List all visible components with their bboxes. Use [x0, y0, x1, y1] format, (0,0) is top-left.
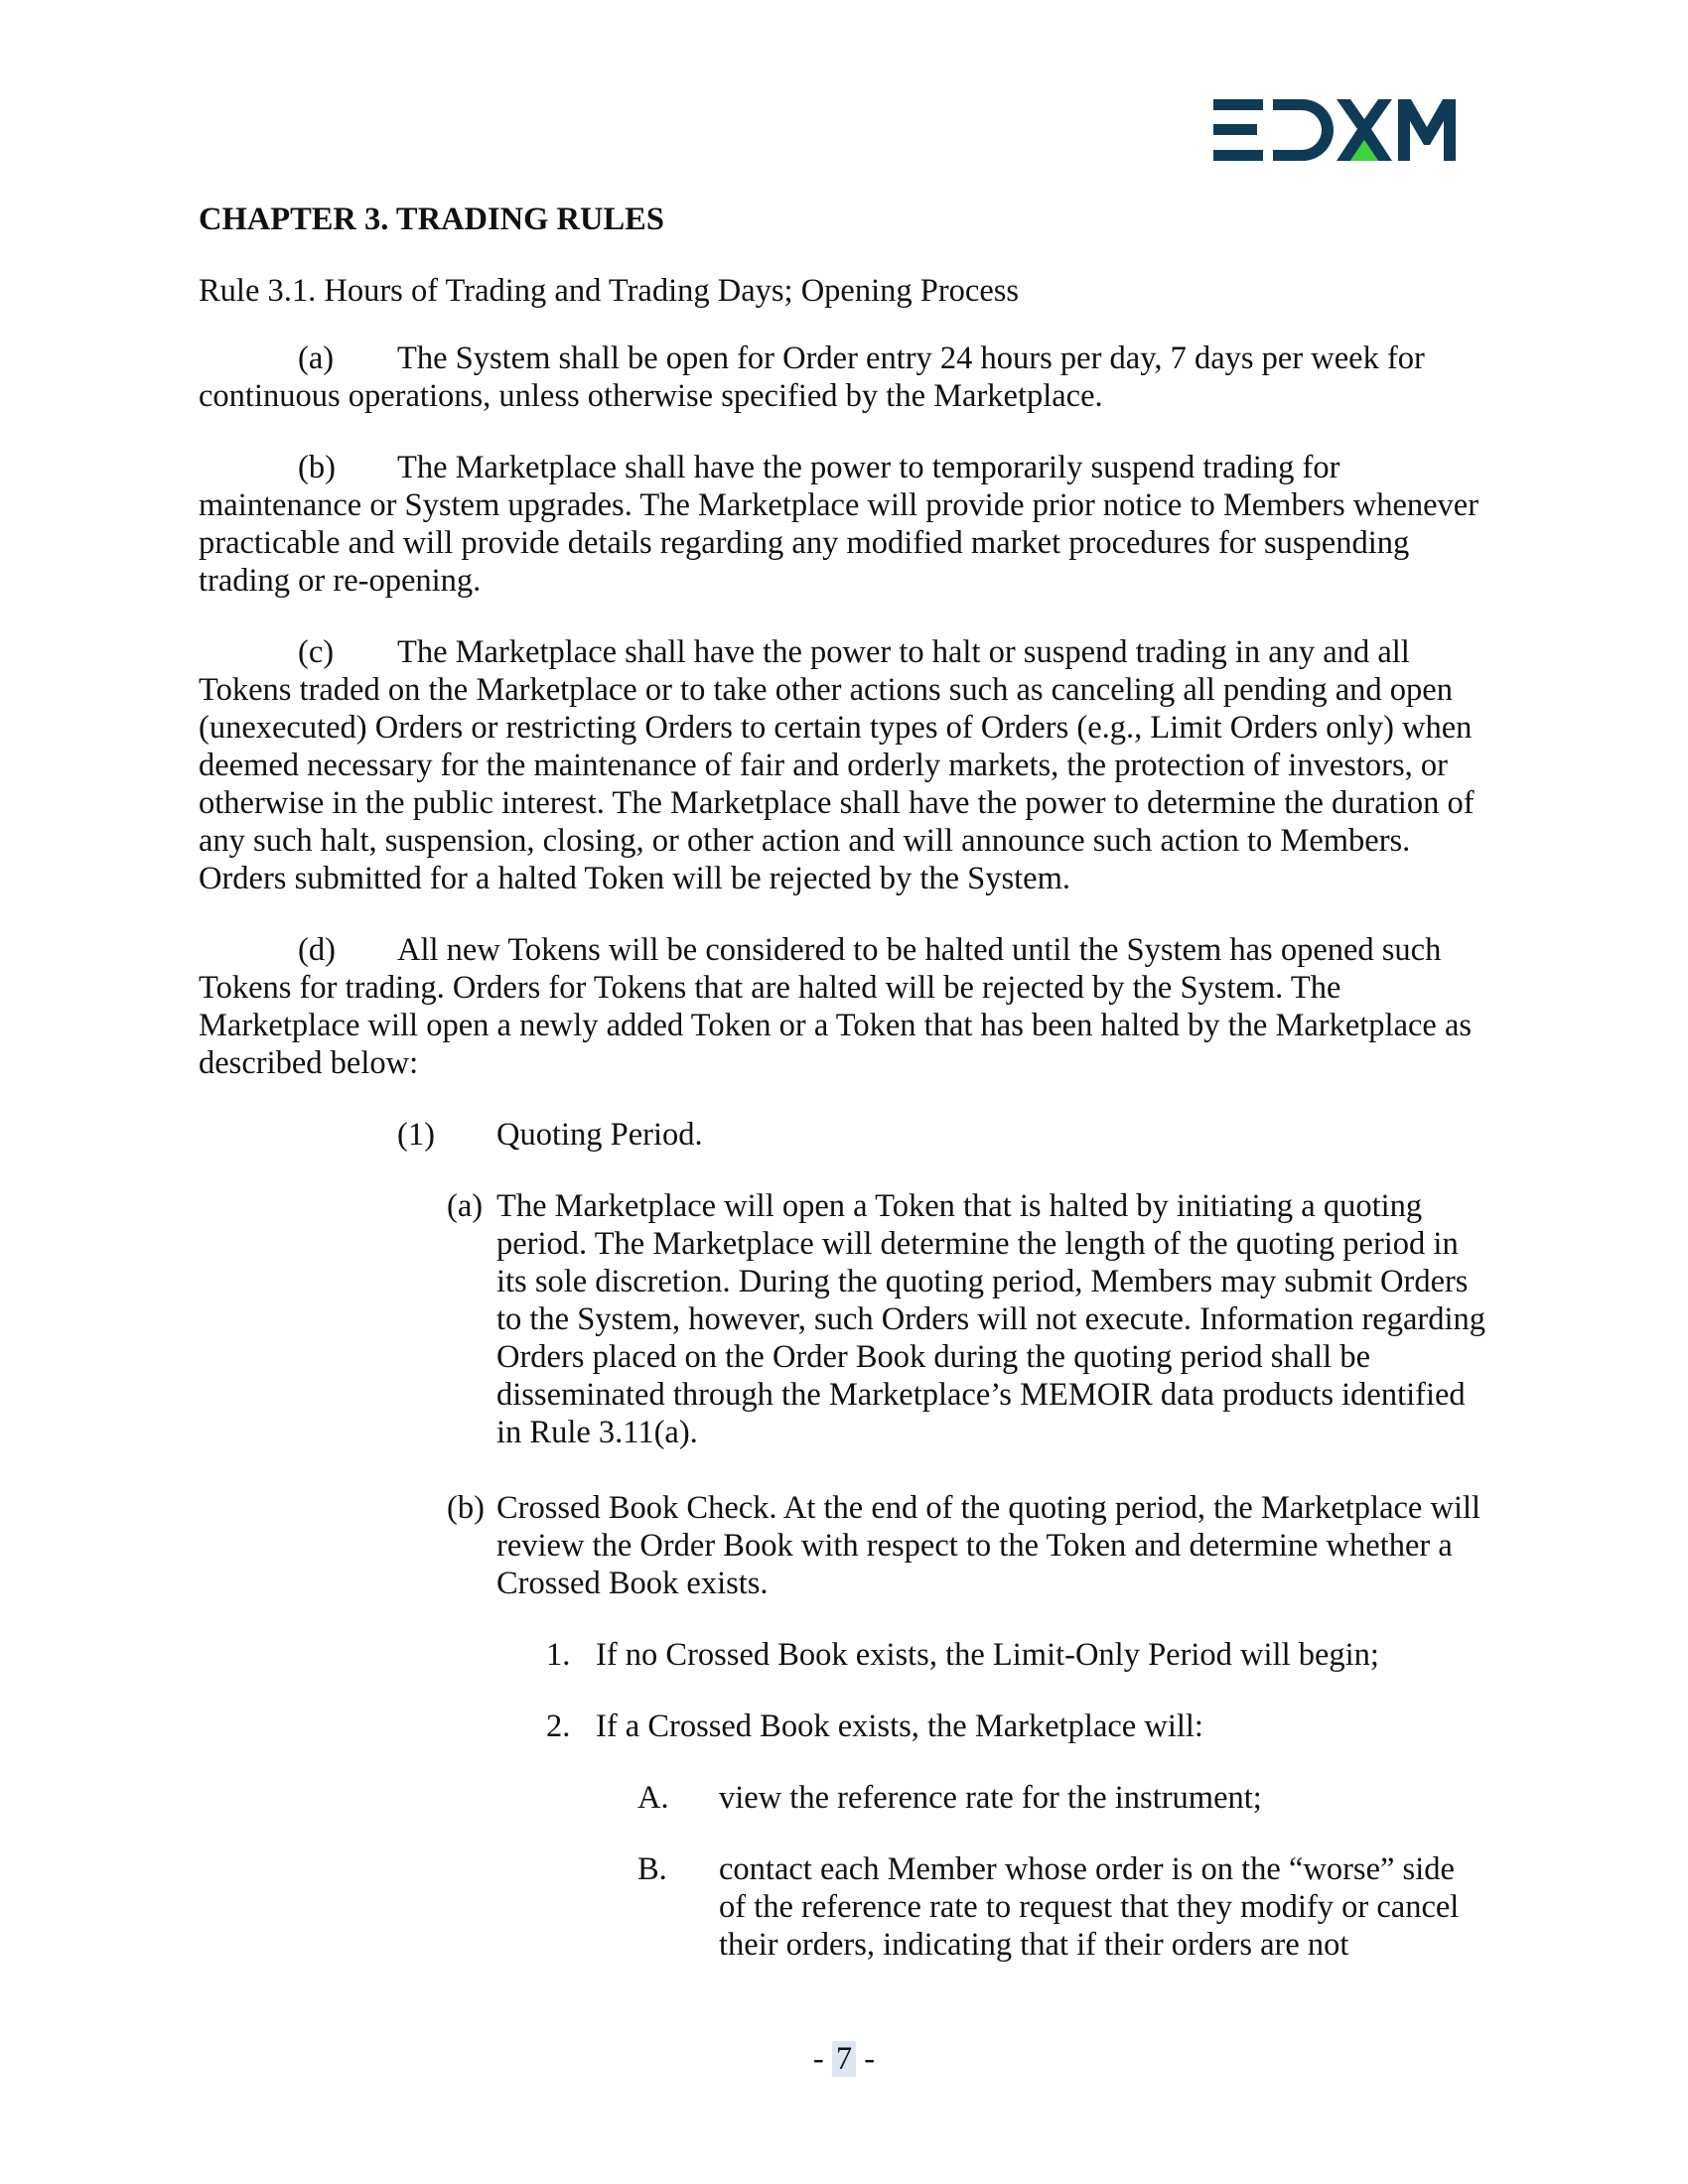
numbered-marker: 2.	[546, 1708, 571, 1744]
page-number-value: 7	[832, 2041, 856, 2077]
lettered-text: view the reference rate for the instrument;	[719, 1780, 1262, 1816]
numbered-item-2	[546, 1707, 1489, 1745]
paragraph-text: All new Tokens will be considered to be halted until the System has opened such Tokens for trading. Orders for Tokens that are halted will be rejected by the System. The Marketplace will open a newly added Token or a Token that has been halted by the Marketplace as described below:	[199, 932, 1473, 1081]
subsection-marker: (1)	[397, 1117, 435, 1153]
paragraph-d	[199, 931, 1489, 1082]
lettered-item-b	[637, 1850, 1489, 1964]
subsection-1	[397, 1116, 1489, 1154]
paragraph-marker: (a)	[298, 341, 335, 376]
lettered-marker: B.	[637, 1851, 667, 1887]
subitem-marker: (a)	[447, 1188, 484, 1224]
subitem-a	[447, 1187, 1489, 1451]
subitem-text: The Marketplace will open a Token that is halted by initiating a quoting period. The Marketplace will determine the length of the quoting period in its sole discretion. During the quoting period, Members may submit Orders to the System, however, such Orders will not execute. Information regarding Orders placed on the Order Book during the quoting period shall be disseminated through the Marketplace’s MEMOIR data products identified in Rule 3.11(a).	[496, 1188, 1485, 1450]
paragraph-marker: (c)	[298, 634, 335, 670]
paragraph-b	[199, 449, 1489, 600]
numbered-text: If no Crossed Book exists, the Limit-Only Period will begin;	[596, 1637, 1379, 1673]
paragraph-marker: (d)	[298, 932, 336, 968]
page-number-prefix: -	[812, 2041, 832, 2077]
subsection-text: Quoting Period.	[496, 1117, 703, 1153]
subitem-marker: (b)	[447, 1490, 485, 1526]
numbered-marker: 1.	[546, 1637, 571, 1673]
paragraph-text: The Marketplace shall have the power to temporarily suspend trading for maintenance or System upgrades. The Marketplace will provide prior notice to Members whenever practicable and will provide details regarding any modified market procedures for suspending trading or re-opening.	[199, 450, 1479, 599]
paragraph-c	[199, 633, 1489, 897]
rule-title: Rule 3.1. Hours of Trading and Trading Days; Opening Process	[199, 273, 1020, 309]
lettered-marker: A.	[637, 1780, 669, 1816]
paragraph-a	[199, 340, 1489, 415]
numbered-item-1	[546, 1636, 1489, 1674]
numbered-text: If a Crossed Book exists, the Marketplace will:	[596, 1708, 1203, 1744]
subitem-text: Crossed Book Check. At the end of the quoting period, the Marketplace will review the Order Book with respect to the Token and determine whether a Crossed Book exists.	[496, 1490, 1481, 1601]
page-number-suffix: -	[856, 2041, 876, 2077]
paragraph-text: The System shall be open for Order entry 24 hours per day, 7 days per week for continuous operations, unless otherwise specified by the Marketplace.	[199, 341, 1425, 414]
lettered-item-a	[637, 1779, 1489, 1817]
lettered-text: contact each Member whose order is on the “worse” side of the reference rate to request that they modify or cancel their orders, indicating that if their orders are not	[719, 1851, 1460, 1963]
chapter-title: CHAPTER 3. TRADING RULES	[199, 202, 664, 237]
page-number	[0, 2041, 1688, 2078]
subitem-b	[447, 1489, 1489, 1602]
paragraph-marker: (b)	[298, 450, 336, 485]
paragraph-text: The Marketplace shall have the power to halt or suspend trading in any and all Tokens traded on the Marketplace or to take other actions such as canceling all pending and open (unexecuted) Orders or restricting Orders to certain types of Orders (e.g., Limit Orders only) when deemed necessary for the maintenance of fair and orderly markets, the protection of investors, or otherwise in the public interest. The Marketplace shall have the power to determine the duration of any such halt, suspension, closing, or other action and will announce such action to Members. Orders submitted for a halted Token will be rejected by the System.	[199, 634, 1475, 896]
edxm-logo	[1213, 99, 1456, 161]
